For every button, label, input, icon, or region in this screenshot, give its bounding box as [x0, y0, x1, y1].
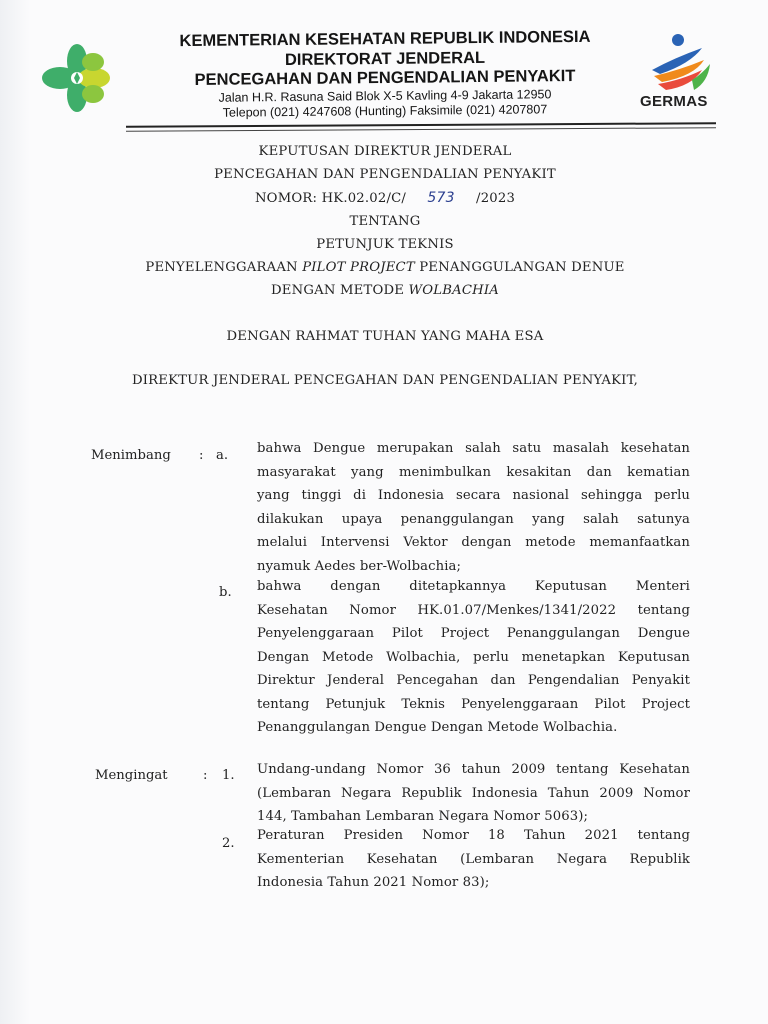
letterhead-ministry: KEMENTERIAN KESEHATAN REPUBLIK INDONESIA: [179, 27, 591, 51]
menimbang-b-line: tentang Petunjuk Teknis Penyelenggaraan Pilot Project: [257, 696, 690, 712]
decree-subject-3-a: DENGAN METODE: [271, 283, 409, 298]
decree-subject-3: [100, 283, 670, 298]
letterhead-phone: Telepon (021) 4247608 (Hunting) Faksimile (021) 4207807: [222, 102, 548, 120]
menimbang-label: Menimbang: [91, 448, 171, 463]
decree-subject-2: [100, 260, 670, 275]
decree-subject-2-italic: PILOT PROJECT: [302, 260, 415, 275]
decree-number-suffix: /2023: [476, 191, 516, 206]
kemenkes-logo-icon: [38, 42, 116, 114]
letterhead-division: PENCEGAHAN DAN PENGENDALIAN PENYAKIT: [194, 67, 576, 89]
menimbang-b-marker: b.: [219, 585, 232, 600]
mengingat-1-text: [257, 758, 690, 829]
letterhead-directorate: DIREKTORAT JENDERAL: [284, 48, 486, 70]
letterhead: [0, 0, 768, 130]
decree-tentang: TENTANG: [349, 214, 421, 229]
menimbang-a-line: melalui Intervensi Vektor dengan metode memanfaatkan: [257, 535, 690, 550]
menimbang-colon: :: [199, 448, 204, 463]
mengingat-2-marker: 2.: [222, 836, 235, 851]
germas-label: GERMAS: [640, 93, 708, 110]
mengingat-colon: :: [203, 768, 208, 783]
menimbang-a-line: nyamuk Aedes ber-Wolbachia;: [257, 558, 462, 574]
mengingat-label: Mengingat: [95, 768, 168, 783]
letterhead-rule-thin: [126, 127, 716, 132]
invocation: DENGAN RAHMAT TUHAN YANG MAHA ESA: [226, 329, 544, 344]
decree-subtitle: PENCEGAHAN DAN PENGENDALIAN PENYAKIT: [214, 167, 556, 182]
letterhead-address: Jalan H.R. Rasuna Said Blok X-5 Kavling 4-9 Jakarta 12950: [218, 87, 552, 105]
menimbang-a-line: dilakukan upaya penanggulangan yang salah satunya: [257, 511, 690, 527]
decree-subject-2-b: PENANGGULANGAN DENUE: [414, 260, 625, 275]
menimbang-a-text: [257, 437, 690, 578]
menimbang-b-line: Penyelenggaraan Pilot Project Penanggulangan Dengue: [257, 626, 690, 641]
decree-subject-2-a: PENYELENGGARAAN: [145, 260, 303, 275]
decree-number-handwritten: 573: [427, 190, 455, 206]
menimbang-a-line: yang tinggi di Indonesia secara nasional sehingga perlu: [257, 488, 690, 503]
mengingat-2-line: Peraturan Presiden Nomor 18 Tahun 2021 tentang: [257, 828, 690, 843]
decree-number: [100, 190, 670, 206]
decree-subject-3-italic: WOLBACHIA: [408, 283, 499, 298]
menimbang-b-line: bahwa dengan ditetapkannya Keputusan Menteri: [257, 579, 690, 594]
mengingat-2-line: Kementerian Kesehatan (Lembaran Negara Republik: [257, 851, 690, 867]
mengingat-1-line: Undang-undang Nomor 36 tahun 2009 tentang Kesehatan: [257, 762, 690, 777]
mengingat-1-marker: 1.: [222, 768, 235, 783]
menimbang-b-line: Dengan Metode Wolbachia, perlu menetapkan Keputusan: [257, 649, 690, 665]
mengingat-1-line: (Lembaran Negara Republik Indonesia Tahun 2009 Nomor: [257, 785, 690, 801]
decree-title: KEPUTUSAN DIREKTUR JENDERAL: [258, 144, 512, 159]
issuer: DIREKTUR JENDERAL PENCEGAHAN DAN PENGENDALIAN PENYAKIT,: [131, 373, 639, 388]
menimbang-b-line: Kesehatan Nomor HK.01.07/Menkes/1341/2022 tentang: [257, 602, 690, 618]
menimbang-a-line: bahwa Dengue merupakan salah satu masalah kesehatan: [257, 441, 690, 456]
menimbang-a-marker: a.: [216, 448, 229, 463]
mengingat-2-line: Indonesia Tahun 2021 Nomor 83);: [257, 875, 490, 890]
menimbang-b-line: Penanggulangan Dengue Dengan Metode Wolbachia.: [257, 720, 618, 735]
decree-number-prefix: NOMOR: HK.02.02/C/: [254, 191, 407, 206]
scan-edge-shade: [0, 0, 30, 1024]
menimbang-a-line: masyarakat yang menimbulkan kesakitan dan kematian: [257, 464, 690, 480]
menimbang-b-text: [257, 575, 690, 740]
mengingat-1-line: 144, Tambahan Lembaran Negara Nomor 5063);: [257, 809, 589, 824]
mengingat-2-text: [257, 824, 690, 895]
menimbang-b-line: Direktur Jenderal Pencegahan dan Pengendalian Penyakit: [257, 673, 690, 688]
decree-subject-1: PETUNJUK TEKNIS: [316, 237, 454, 252]
